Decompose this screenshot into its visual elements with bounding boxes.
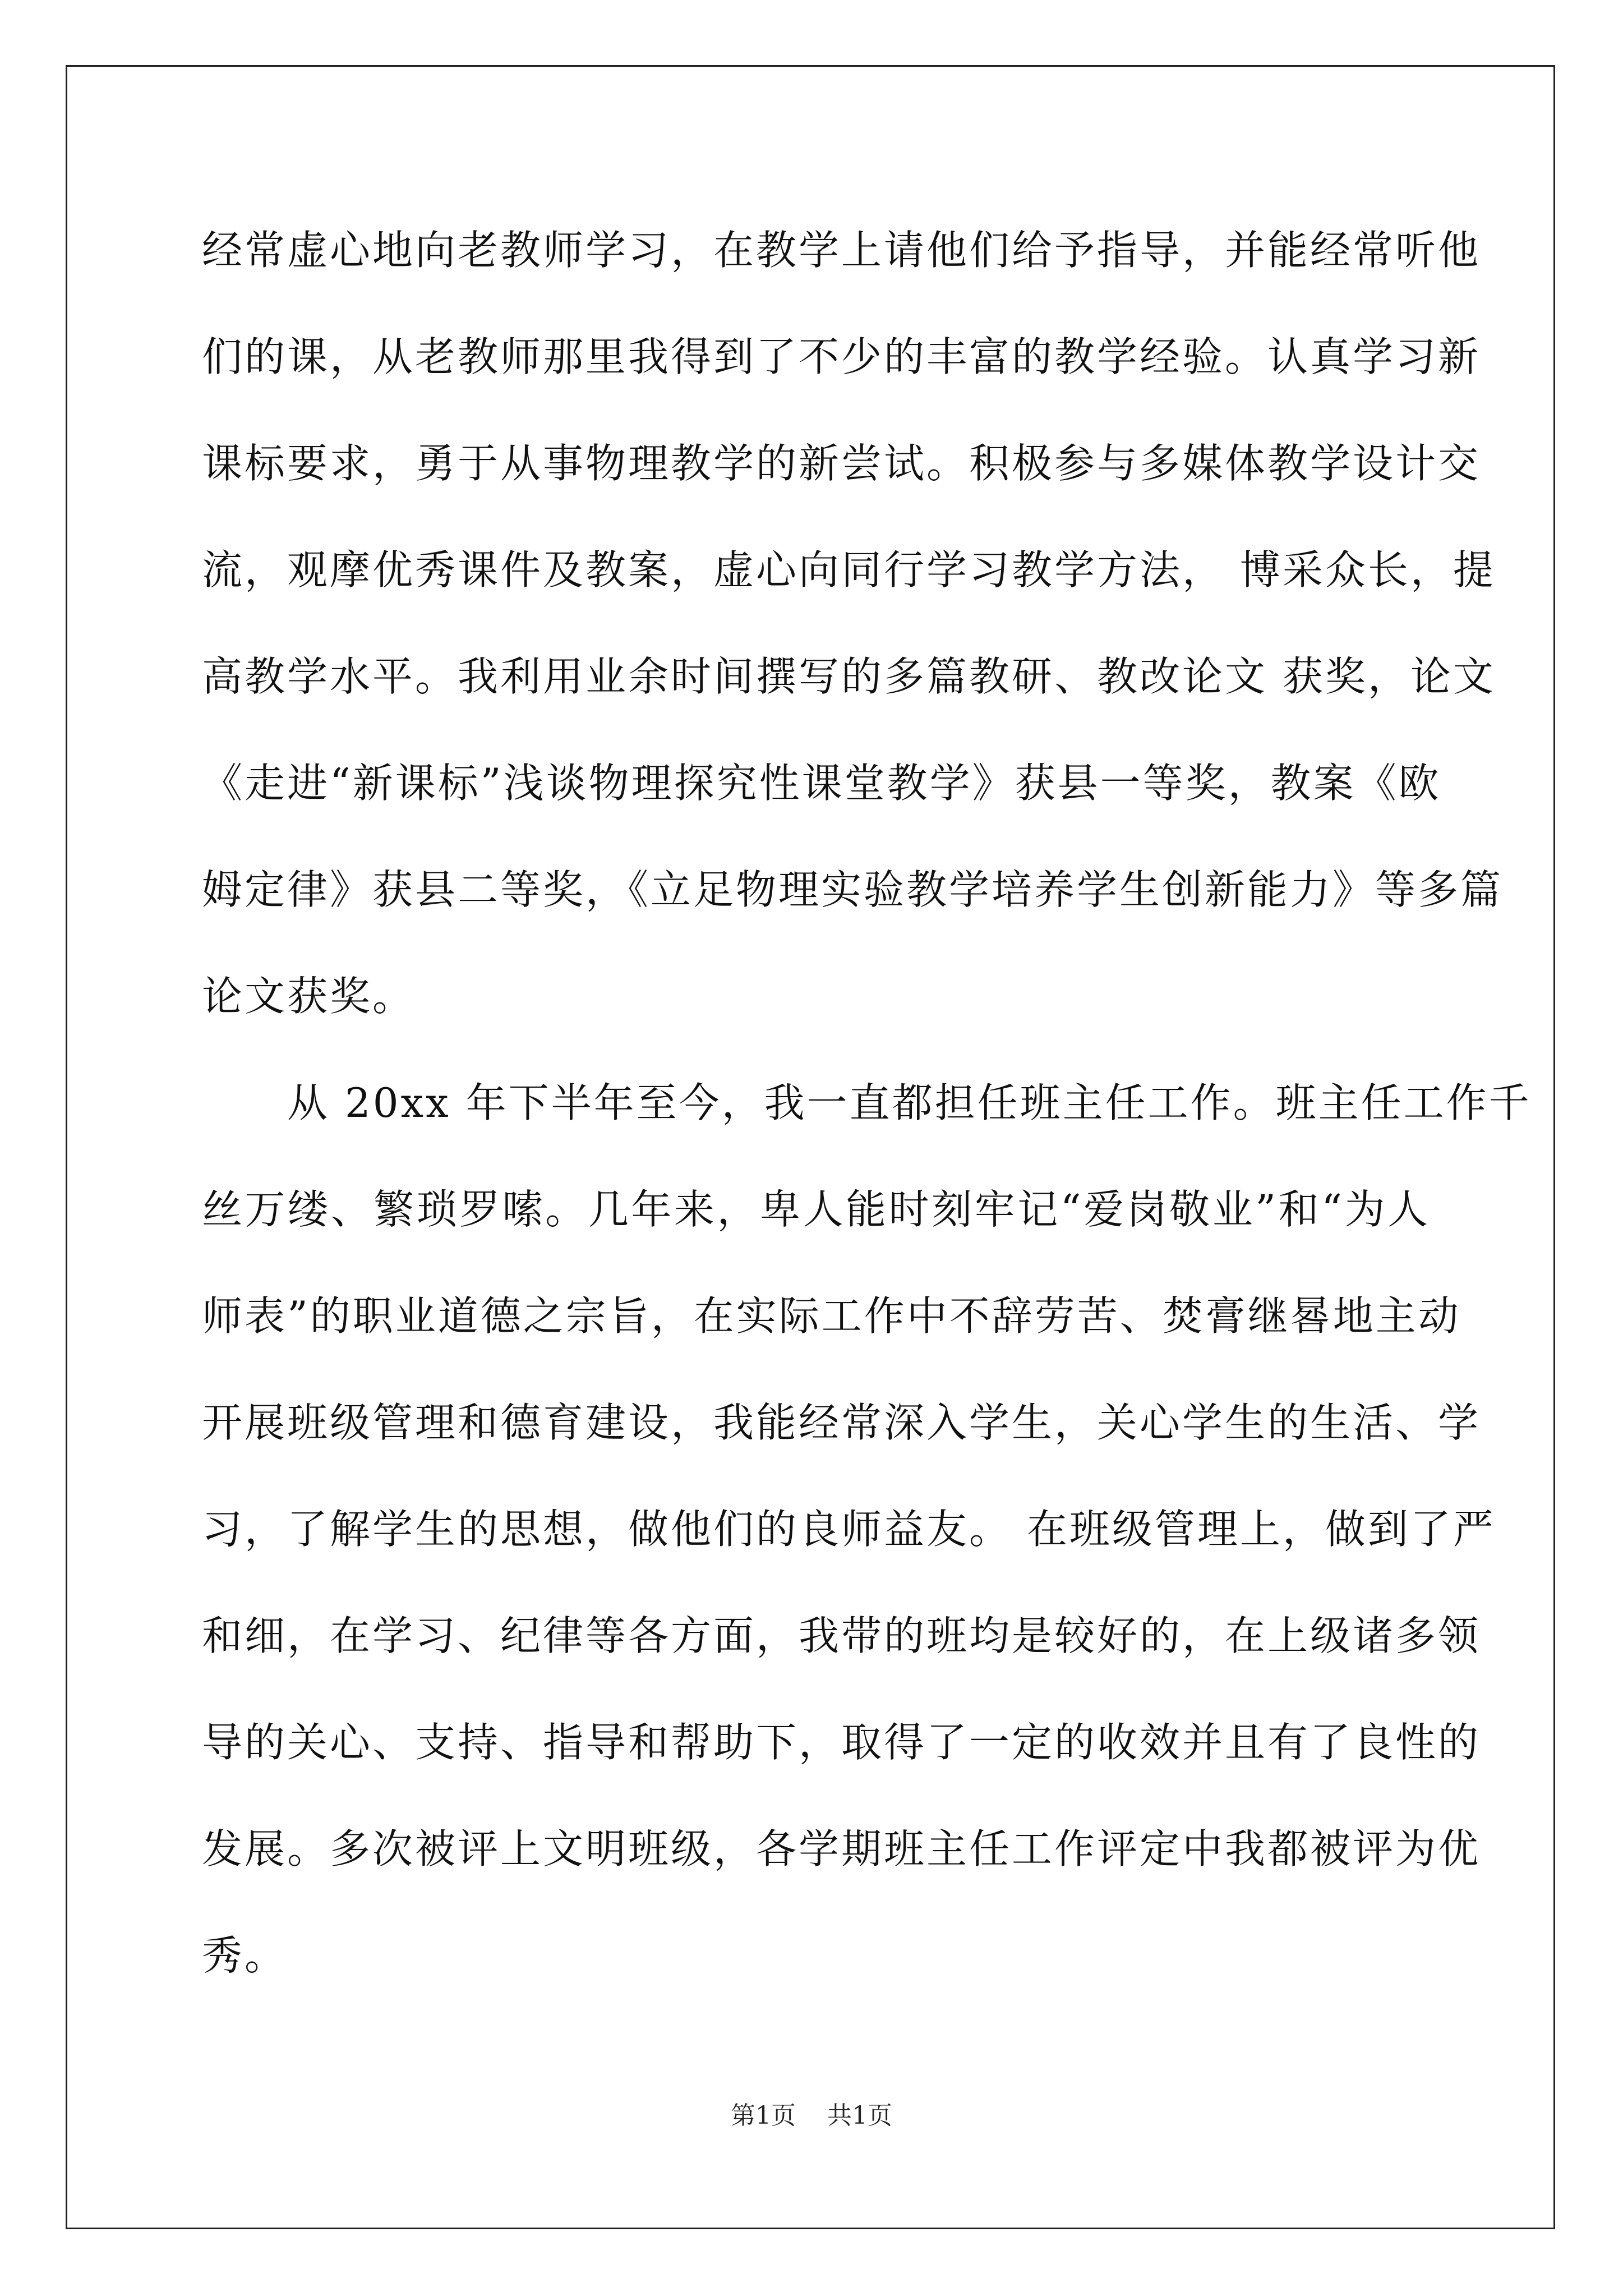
paragraph-2-line-1: 从 20xx 年下半年至今，我一直都担任班主任工作。班主任工作千 bbox=[202, 1079, 1532, 1126]
paragraph-2-line-5: 习，了解学生的思想，做他们的良师益友。 在班级管理上，做到了严 bbox=[202, 1506, 1496, 1553]
paragraph-1-line-5: 高教学水平。我利用业余时间撰写的多篇教研、教改论文 获奖，论文 bbox=[202, 653, 1496, 700]
page-number: 第1页 bbox=[731, 2101, 796, 2130]
paragraph-1-line-3: 课标要求，勇于从事物理教学的新尝试。积极参与多媒体教学设计交 bbox=[202, 440, 1481, 487]
paragraph-2-line-3: 师表”的职业道德之宗旨，在实际工作中不辞劳苦、焚膏继晷地主动 bbox=[202, 1292, 1461, 1340]
paragraph-2-line-4: 开展班级管理和德育建设，我能经常深入学生，关心学生的生活、学 bbox=[202, 1399, 1481, 1446]
paragraph-2-line-8: 发展。多次被评上文明班级，各学期班主任工作评定中我都被评为优 bbox=[202, 1825, 1481, 1872]
page-footer bbox=[0, 2099, 1623, 2133]
paragraph-1-line-4: 流，观摩优秀课件及教案，虚心向同行学习教学方法， 博采众长，提 bbox=[202, 546, 1496, 593]
page-border bbox=[66, 65, 1555, 2229]
paragraph-1-line-6: 《走进“新课标”浅谈物理探究性课堂教学》获县一等奖，教案《欧 bbox=[202, 760, 1441, 807]
paragraph-2-line-2: 丝万缕、繁琐罗嗦。几年来，卑人能时刻牢记“爱岗敬业”和“为人 bbox=[202, 1186, 1430, 1233]
paragraph-2-line-9: 秀。 bbox=[202, 1932, 288, 1979]
paragraph-1-line-8: 论文获奖。 bbox=[202, 973, 416, 1020]
paragraph-2-line-7: 导的关心、支持、指导和帮助下，取得了一定的收效并且有了良性的 bbox=[202, 1719, 1481, 1766]
paragraph-1-line-1: 经常虚心地向老教师学习，在教学上请他们给予指导，并能经常听他 bbox=[202, 227, 1481, 274]
paragraph-1-line-2: 们的课，从老教师那里我得到了不少的丰富的教学经验。认真学习新 bbox=[202, 333, 1481, 380]
paragraph-2-line-6: 和细，在学习、纪律等各方面，我带的班均是较好的，在上级诸多领 bbox=[202, 1612, 1481, 1659]
paragraph-1-line-7: 姆定律》获县二等奖，《立足物理实验教学培养学生创新能力》等多篇 bbox=[202, 866, 1504, 913]
page-total: 共1页 bbox=[827, 2101, 892, 2130]
